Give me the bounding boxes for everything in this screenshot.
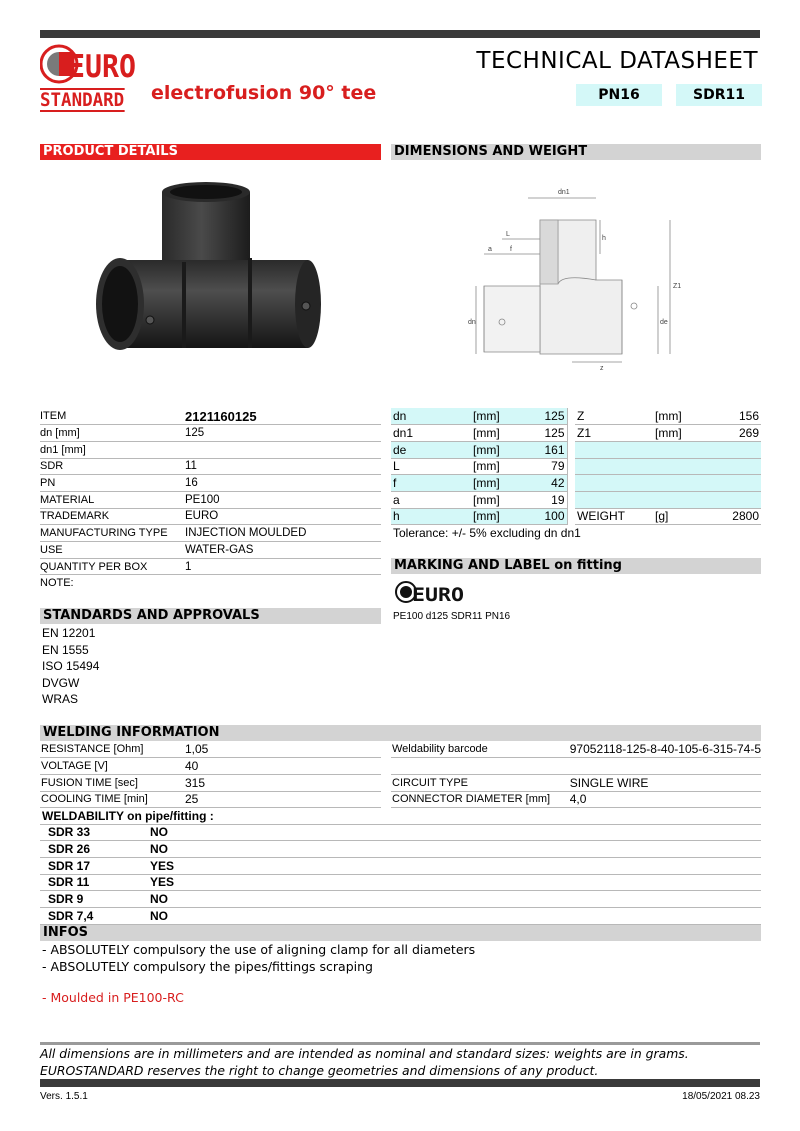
dimension-unit: [mm] (473, 508, 533, 525)
brand-logo (40, 44, 138, 114)
weldability-value: NO (150, 891, 761, 908)
standard-item: WRAS (42, 692, 78, 707)
product-label: USE (40, 542, 185, 559)
welding-value: 40 (185, 758, 381, 775)
welding-right-table (391, 741, 761, 808)
product-image (90, 178, 330, 364)
dimension-value-2: 2800 (715, 508, 761, 525)
dimension-name: L (391, 458, 473, 475)
infos-list (42, 941, 742, 975)
technical-drawing (462, 184, 692, 374)
dimension-value: 161 (533, 441, 567, 458)
product-label: NOTE: (40, 577, 74, 590)
brand-top: EURO (68, 49, 136, 84)
drawing-label-z: z (600, 365, 604, 372)
dimension-name: dn (391, 408, 473, 425)
welding-label: RESISTANCE [Ohm] (40, 741, 185, 758)
weldability-row (40, 857, 761, 874)
welding-label: FUSION TIME [sec] (40, 774, 185, 791)
welding-left-table (40, 741, 381, 808)
product-title: electrofusion 90° tee (151, 82, 377, 104)
welding-value (570, 758, 761, 775)
dimension-name: f (391, 475, 473, 492)
product-row (40, 475, 381, 492)
weldability-row (40, 907, 761, 924)
footer-disclaimer (40, 1045, 689, 1079)
welding-row (40, 791, 381, 808)
dimension-name-2: Z1 (575, 425, 655, 442)
welding-row (40, 758, 381, 775)
dimension-name: dn1 (391, 425, 473, 442)
dimension-unit: [mm] (473, 458, 533, 475)
weldability-sdr: SDR 7,4 (40, 907, 150, 924)
product-label: TRADEMARK (40, 508, 185, 525)
marking-text: PE100 d125 SDR11 PN16 (393, 611, 511, 622)
dimension-name-2: WEIGHT (575, 508, 655, 525)
weldability-row (40, 824, 761, 841)
product-label: MATERIAL (40, 491, 185, 508)
footer-line-1: All dimensions are in millimeters and are intended as nominal and standard sizes: weights are in grams. (40, 1046, 689, 1061)
product-value: INJECTION MOULDED (185, 525, 381, 542)
dimension-name: de (391, 441, 473, 458)
top-bar (40, 30, 760, 38)
column-separator (567, 491, 575, 508)
dimension-unit-2: [g] (655, 508, 715, 525)
welding-row (391, 741, 761, 758)
dimension-name-2 (575, 458, 655, 475)
dimension-value-2: 156 (715, 408, 761, 425)
weldability-sdr: SDR 9 (40, 891, 150, 908)
dimension-unit: [mm] (473, 408, 533, 425)
dimension-unit-2 (655, 458, 715, 475)
weldability-value: NO (150, 841, 761, 858)
bottom-bar (40, 1079, 760, 1087)
drawing-label-de: de (660, 319, 668, 326)
dimension-row (391, 458, 761, 475)
dimension-unit-2: [mm] (655, 408, 715, 425)
product-row (40, 508, 381, 525)
dimension-unit-2 (655, 441, 715, 458)
welding-value: 25 (185, 791, 381, 808)
dimension-value: 100 (533, 508, 567, 525)
product-row (40, 425, 381, 442)
weldability-row (40, 891, 761, 908)
infos-red-note: - Moulded in PE100-RC (42, 990, 184, 1005)
welding-row (391, 758, 761, 775)
product-label: SDR (40, 458, 185, 475)
dimension-name-2: Z (575, 408, 655, 425)
drawing-label-z1: Z1 (673, 283, 682, 290)
dimension-unit: [mm] (473, 475, 533, 492)
standard-item: EN 1555 (42, 642, 89, 657)
dimension-row (391, 425, 761, 442)
dimension-unit-2: [mm] (655, 425, 715, 442)
product-value: 125 (185, 425, 381, 442)
dimension-row (391, 508, 761, 525)
tolerance-note: Tolerance: +/- 5% excluding dn dn1 (393, 526, 581, 540)
product-label: ITEM (40, 408, 185, 425)
product-label: PN (40, 475, 185, 492)
infos-heading: INFOS (40, 925, 761, 941)
pn-badge: PN16 (576, 84, 662, 106)
footer-line-2: EUROSTANDARD reserves the right to change geometries and dimensions of any product. (40, 1063, 599, 1078)
product-details-table (40, 408, 381, 592)
product-value: PE100 (185, 491, 381, 508)
dimension-name-2 (575, 475, 655, 492)
dimension-value-2: 269 (715, 425, 761, 442)
product-details-heading: PRODUCT DETAILS (40, 144, 381, 160)
dimension-value: 125 (533, 425, 567, 442)
standards-heading: STANDARDS AND APPROVALS (40, 608, 381, 624)
weldability-heading: WELDABILITY on pipe/fitting : (40, 808, 761, 825)
drawing-label-a: a (488, 246, 492, 253)
product-label: MANUFACTURING TYPE (40, 525, 185, 542)
dimension-unit-2 (655, 491, 715, 508)
product-value: 2121160125 (185, 408, 381, 425)
product-row (40, 558, 381, 575)
standard-item: EN 12201 (42, 626, 96, 640)
weldability-table (40, 824, 761, 925)
welding-value: 1,05 (185, 741, 381, 758)
dimension-unit-2 (655, 475, 715, 492)
product-value: 1 (185, 558, 381, 575)
weldability-row (40, 874, 761, 891)
dimensions-heading: DIMENSIONS AND WEIGHT (391, 144, 761, 160)
weldability-sdr: SDR 33 (40, 824, 150, 841)
drawing-label-l: L (506, 231, 510, 238)
weldability-sdr: SDR 11 (40, 874, 150, 891)
drawing-label-dn1: dn1 (558, 189, 570, 196)
column-separator (567, 408, 575, 425)
welding-label: CIRCUIT TYPE (391, 774, 570, 791)
weldability-value: NO (150, 824, 761, 841)
product-value: WATER-GAS (185, 542, 381, 559)
info-item: - ABSOLUTELY compulsory the pipes/fittings scraping (42, 959, 373, 974)
welding-row (391, 791, 761, 808)
product-row (40, 458, 381, 475)
column-separator (567, 441, 575, 458)
sdr-badge: SDR11 (676, 84, 762, 106)
product-value: 11 (185, 458, 381, 475)
dimension-name: h (391, 508, 473, 525)
product-value (185, 441, 381, 458)
product-label: dn [mm] (40, 425, 185, 442)
welding-value: 4,0 (570, 791, 761, 808)
welding-label: VOLTAGE [V] (40, 758, 185, 775)
column-separator (567, 475, 575, 492)
standards-list (42, 625, 342, 708)
product-row (40, 491, 381, 508)
welding-label: Weldability barcode (391, 741, 570, 758)
weldability-value: YES (150, 857, 761, 874)
weldability-sdr: SDR 26 (40, 841, 150, 858)
standard-item: DVGW (42, 675, 80, 690)
welding-label (391, 758, 570, 775)
dimension-row (391, 475, 761, 492)
welding-row (391, 774, 761, 791)
drawing-label-f: f (510, 246, 512, 253)
welding-value: 315 (185, 774, 381, 791)
weldability-value: NO (150, 907, 761, 924)
weldability-value: YES (150, 874, 761, 891)
dimension-unit: [mm] (473, 491, 533, 508)
dimension-value-2 (715, 441, 761, 458)
product-value: EURO (185, 508, 381, 525)
dimension-name: a (391, 491, 473, 508)
dimension-value-2 (715, 475, 761, 492)
standard-item: ISO 15494 (42, 659, 100, 674)
euro-logo-icon (40, 44, 138, 84)
welding-row (40, 774, 381, 791)
weldability-sdr: SDR 17 (40, 857, 150, 874)
dimensions-table (391, 408, 761, 525)
welding-label: CONNECTOR DIAMETER [mm] (391, 791, 570, 808)
dimension-row (391, 408, 761, 425)
marking-logo: EURO (412, 584, 464, 604)
version-text: Vers. 1.5.1 (40, 1091, 88, 1102)
dimension-value: 42 (533, 475, 567, 492)
dimension-row (391, 441, 761, 458)
dimension-value: 19 (533, 491, 567, 508)
column-separator (567, 425, 575, 442)
welding-heading: WELDING INFORMATION (40, 725, 761, 741)
product-row (40, 408, 381, 425)
product-row (40, 542, 381, 559)
dimension-value: 79 (533, 458, 567, 475)
welding-value: 97052118-125-8-40-105-6-315-74-5 (569, 742, 761, 757)
doc-title: TECHNICAL DATASHEET (476, 48, 758, 74)
drawing-label-h: h (602, 235, 606, 242)
info-item: - ABSOLUTELY compulsory the use of aligning clamp for all diameters (42, 942, 476, 957)
product-value: 16 (185, 475, 381, 492)
dimension-value-2 (715, 491, 761, 508)
product-row (40, 525, 381, 542)
date-text: 18/05/2021 08.23 (682, 1091, 760, 1102)
product-row (40, 575, 381, 592)
dimension-value: 125 (533, 408, 567, 425)
weldability-row (40, 841, 761, 858)
dimension-row (391, 491, 761, 508)
brand-bottom: STANDARD (40, 89, 125, 111)
welding-value: SINGLE WIRE (570, 774, 761, 791)
dimension-name-2 (575, 441, 655, 458)
dimension-value-2 (715, 458, 761, 475)
dimension-unit: [mm] (473, 441, 533, 458)
welding-row (40, 741, 381, 758)
marking-logo-icon (395, 580, 467, 604)
dimension-name-2 (575, 491, 655, 508)
column-separator (567, 508, 575, 525)
product-label: QUANTITY PER BOX (40, 558, 185, 575)
marking-heading: MARKING AND LABEL on fitting (391, 558, 761, 574)
product-row (40, 441, 381, 458)
welding-label: COOLING TIME [min] (40, 791, 185, 808)
product-label: dn1 [mm] (40, 441, 185, 458)
dimension-unit: [mm] (473, 425, 533, 442)
drawing-label-dn: dn (468, 319, 476, 326)
product-value (185, 575, 381, 592)
column-separator (567, 458, 575, 475)
